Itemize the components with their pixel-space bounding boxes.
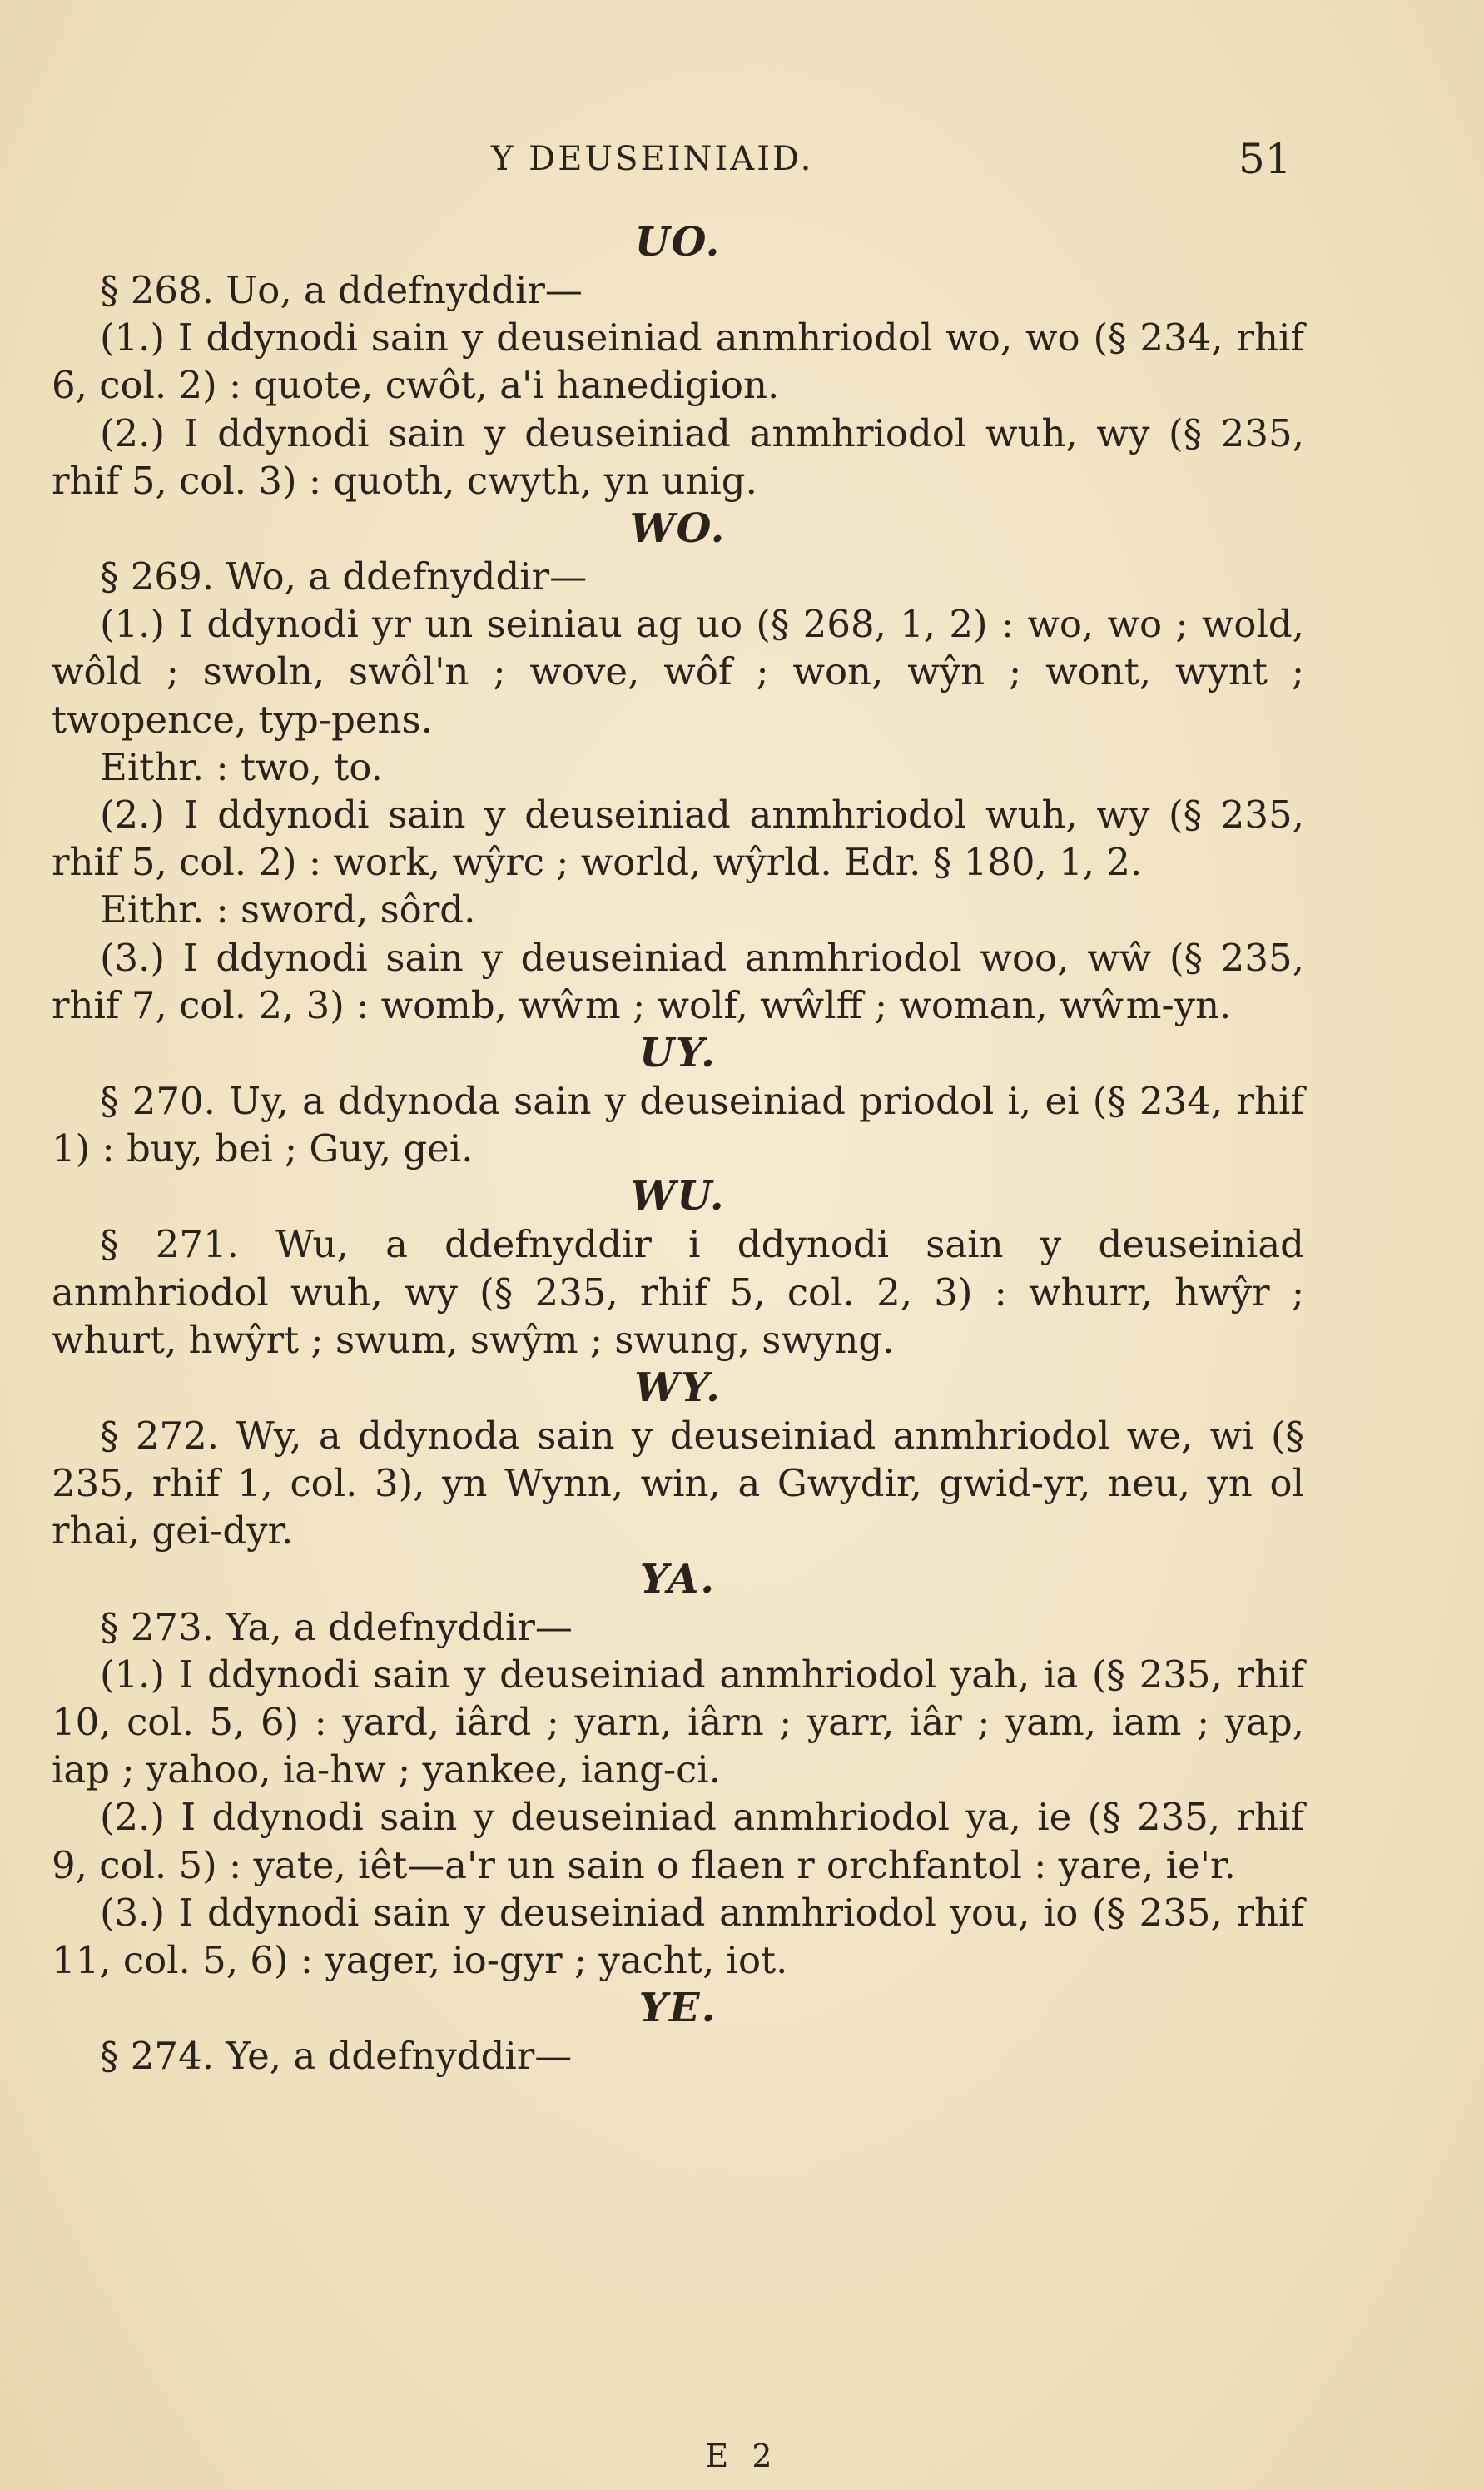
paragraph: § 273. Ya, a ddefnyddir— — [100, 1604, 573, 1649]
signature-mark: E 2 — [705, 2438, 779, 2474]
page-body — [52, 218, 1304, 2080]
paragraph: (2.) I ddynodi sain y deuseiniad anmhriodol ya, ie (§ 235, rhif 9, col. 5) : yate, iêt—a'r un sain o flaen r orchfantol : yare, ie'r. — [52, 1795, 1304, 1887]
paragraph: § 271. Wu, a ddefnyddir i ddynodi sain y deuseiniad anmhriodol wuh, wy (§ 235, rhif 5, col. 2, 3) : whurr, hwŷr ; whurt, hwŷrt ; swum, swŷm ; swung, swyng. — [52, 1222, 1304, 1362]
paragraph: (3.) I ddynodi sain y deuseiniad anmhriodol you, io (§ 235, rhif 11, col. 5, 6) : yager, io-gyr ; yacht, iot. — [52, 1890, 1304, 1983]
paragraph: (1.) I ddynodi yr un seiniau ag uo (§ 268, 1, 2) : wo, wo ; wold, wôld ; swoln, swôl'n ; wove, wôf ; won, wŷn ; wont, wynt ; twopence, typ-pens. — [52, 602, 1304, 742]
section-heading: UY. — [639, 1030, 717, 1077]
section-heading: WO. — [629, 505, 727, 553]
section-heading: WY. — [634, 1364, 722, 1412]
paragraph: (1.) I ddynodi sain y deuseiniad anmhriodol yah, ia (§ 235, rhif 10, col. 5, 6) : yard, iârd ; yarn, iârn ; yarr, iâr ; yam, iam ; yap, iap ; yahoo, ia-hw ; yankee, iang-ci. — [52, 1652, 1304, 1792]
running-title: Y DEUSEINIAID. — [491, 140, 814, 178]
paragraph: (1.) I ddynodi sain y deuseiniad anmhriodol wo, wo (§ 234, rhif 6, col. 2) : quote, cwôt, a'i hanedigion. — [52, 316, 1304, 408]
section-heading: YA. — [639, 1555, 717, 1603]
paragraph: § 270. Uy, a ddynoda sain y deuseiniad priodol i, ei (§ 234, rhif 1) : buy, bei ; Guy, gei. — [52, 1079, 1304, 1171]
section-heading: UO. — [634, 219, 722, 266]
paragraph: Eithr. : sword, sôrd. — [100, 887, 476, 932]
paragraph: Eithr. : two, to. — [100, 744, 383, 789]
paragraph: § 269. Wo, a ddefnyddir— — [100, 554, 588, 599]
paragraph: (2.) I ddynodi sain y deuseiniad anmhriodol wuh, wy (§ 235, rhif 5, col. 2) : work, wŷrc ; world, wŷrld. Edr. § 180, 1, 2. — [52, 793, 1304, 885]
paragraph: (3.) I ddynodi sain y deuseiniad anmhriodol woo, wŵ (§ 235, rhif 7, col. 2, 3) : womb, wŵm ; wolf, wŵlff ; woman, wŵm-yn. — [52, 935, 1304, 1027]
paragraph: § 268. Uo, a ddefnyddir— — [100, 268, 583, 312]
section-heading: WU. — [630, 1173, 726, 1220]
paragraph: (2.) I ddynodi sain y deuseiniad anmhriodol wuh, wy (§ 235, rhif 5, col. 3) : quoth, cwyth, yn unig. — [52, 410, 1304, 503]
running-head — [0, 135, 1484, 190]
paragraph: § 274. Ye, a ddefnyddir— — [100, 2034, 573, 2079]
section-heading: YE. — [638, 1985, 717, 2032]
page-number: 51 — [1238, 135, 1292, 183]
paragraph: § 272. Wy, a ddynoda sain y deuseiniad anmhriodol we, wi (§ 235, rhif 1, col. 3), yn Wynn, win, a Gwydir, gwid-yr, neu, yn ol rhai, gei-dyr. — [52, 1414, 1304, 1553]
